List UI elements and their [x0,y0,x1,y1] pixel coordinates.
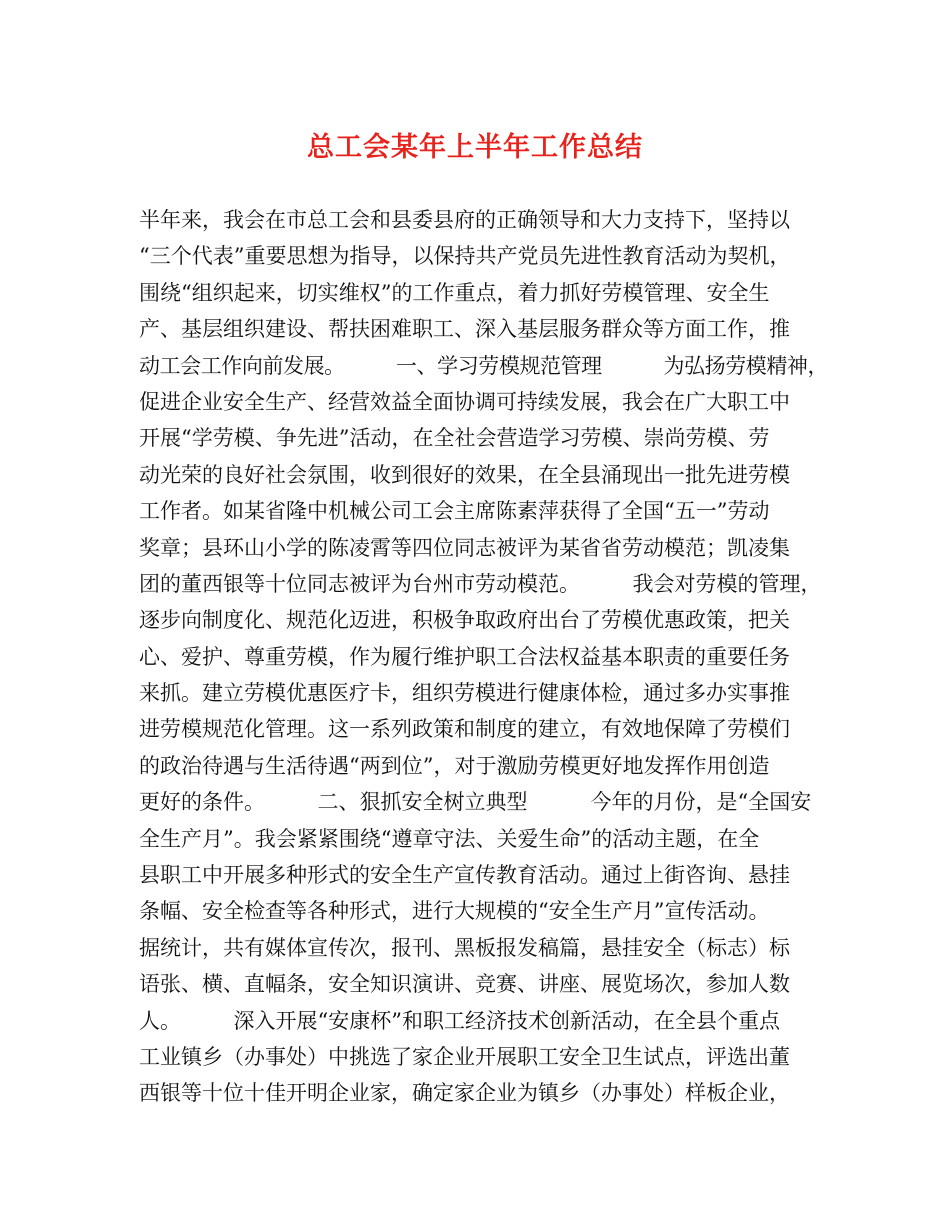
body-line: 开展“学劳模、争先进”活动，在全社会营造学习劳模、崇尚劳模、劳 [139,426,770,451]
body-line: 工作者。如某省隆中机械公司工会主席陈素萍获得了全国“五一”劳动 [139,499,770,524]
body-line: 奖章；县环山小学的陈凌霄等四位同志被评为某省省劳动模范；凯凌集 [139,535,790,560]
body-line: 人。 深入开展“安康杯”和职工经济技术创新活动，在全县个重点 [139,1008,780,1033]
body-line: 进劳模规范化管理。这一系列政策和制度的建立，有效地保障了劳模们 [139,717,790,742]
body-line: 的政治待遇与生活待遇“两到位”，对于激励劳模更好地发挥作用创造 [139,753,770,778]
body-line: 更好的条件。 二、狠抓安全树立典型 今年的月份，是“全国安 [139,790,812,815]
body-line: 来抓。建立劳模优惠医疗卡，组织劳模进行健康体检，通过多办实事推 [139,681,790,706]
body-line: 动工会工作向前发展。 一、学习劳模规范管理 为弘扬劳模精神， [139,353,829,378]
body-line: 团的董西银等十位同志被评为台州市劳动模范。 我会对劳模的管理， [139,571,822,596]
document-title: 总工会某年上半年工作总结 [307,132,643,163]
body-line: 全生产月”。我会紧紧围绕“遵章守法、关爱生命”的活动主题，在全 [139,826,760,851]
body-line: 县职工中开展多种形式的安全生产宣传教育活动。通过上街咨询、悬挂 [139,863,790,888]
body-line: 半年来，我会在市总工会和县委县府的正确领导和大力支持下，坚持以 [139,208,790,232]
body-line: 语张、横、直幅条，安全知识演讲、竞赛、讲座、展览场次，参加人数 [139,972,790,997]
body-line: 产、基层组织建设、帮扶困难职工、深入基层服务群众等方面工作，推 [139,317,790,342]
body-line: “三个代表”重要思想为指导，以保持共产党员先进性教育活动为契机， [139,244,791,269]
document-body [139,202,829,1112]
body-line: 逐步向制度化、规范化迈进，积极争取政府出台了劳模优惠政策，把关 [139,608,790,633]
body-line: 围绕“组织起来，切实维权”的工作重点，着力抓好劳模管理、安全生 [139,280,770,305]
body-line: 西银等十位十佳开明企业家，确定家企业为镇乡（办事处）样板企业， [139,1081,790,1106]
body-line: 工业镇乡（办事处）中挑选了家企业开展职工安全卫生试点，评选出董 [139,1044,790,1069]
body-line: 据统计，共有媒体宣传次，报刊、黑板报发稿篇，悬挂安全（标志）标 [139,935,790,960]
body-line: 动光荣的良好社会氛围，收到很好的效果，在全县涌现出一批先进劳模 [139,462,790,487]
body-line: 心、爱护、尊重劳模，作为履行维护职工合法权益基本职责的重要任务 [139,644,790,669]
body-line: 条幅、安全检查等各种形式，进行大规模的“安全生产月”宣传活动。 [139,899,770,924]
body-line: 促进企业安全生产、经营效益全面协调可持续发展，我会在广大职工中 [139,389,790,414]
